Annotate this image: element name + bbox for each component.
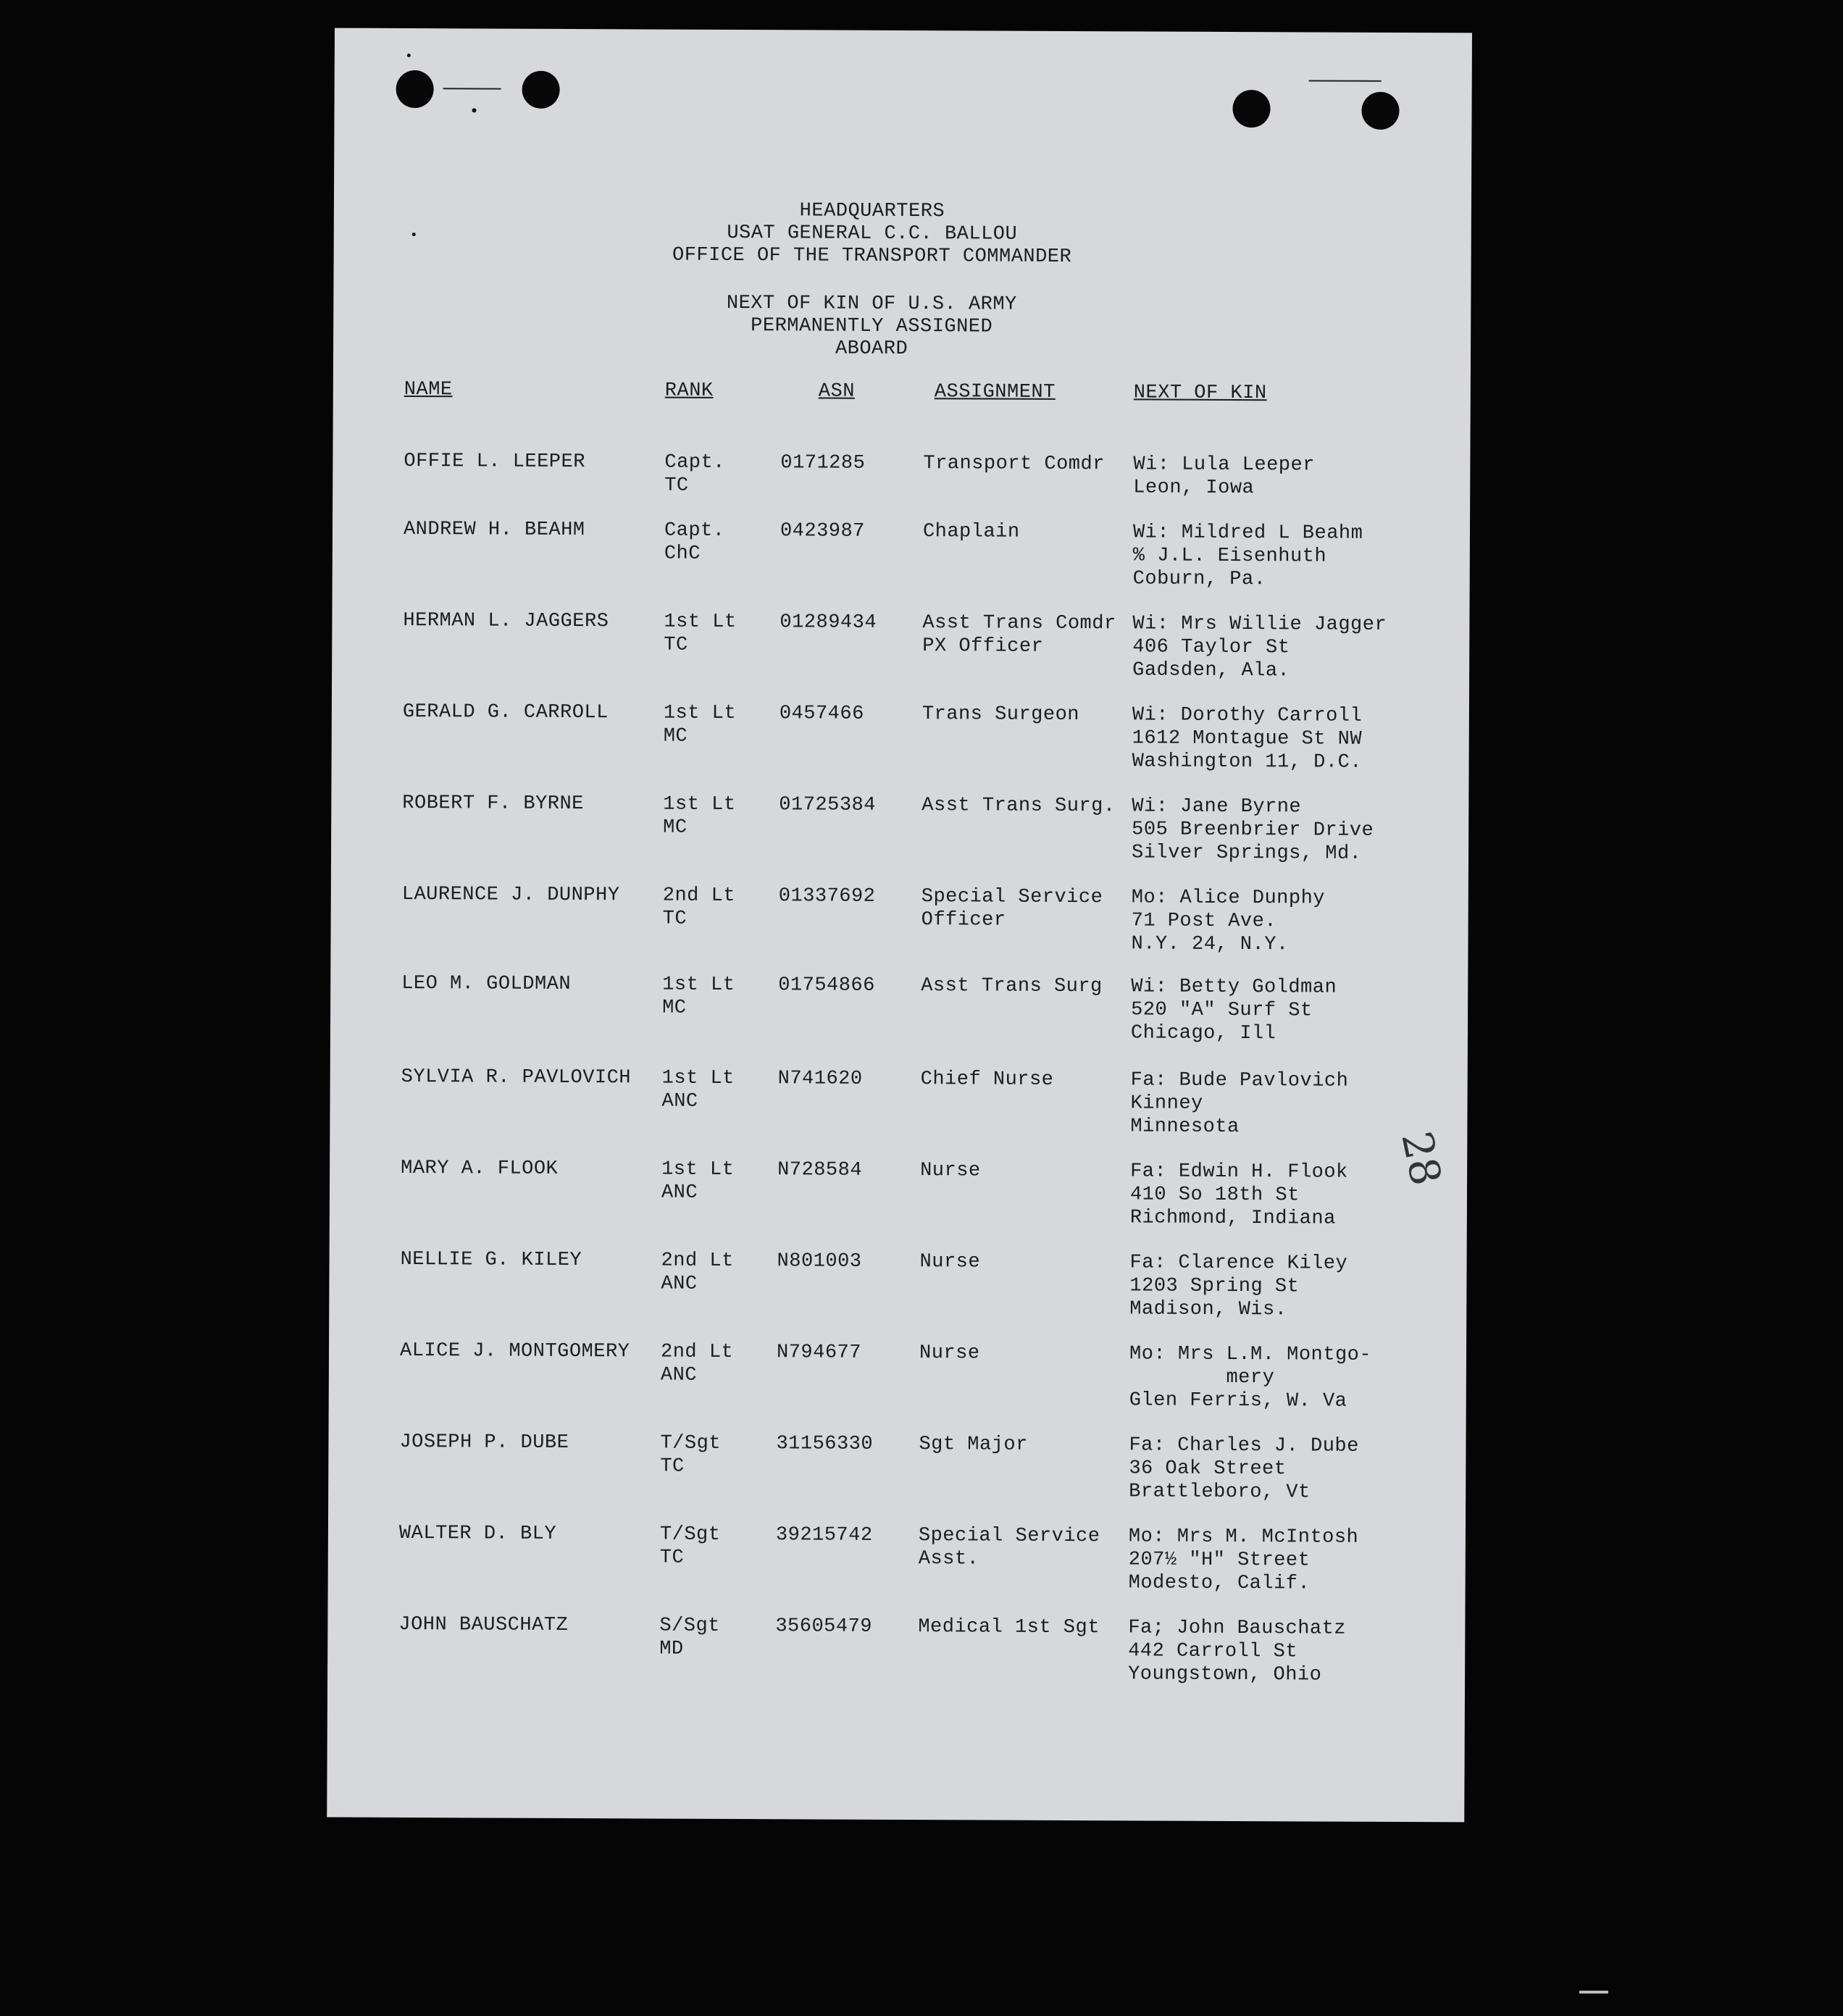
list-item [332,518,1470,616]
person-asn: 01725384 [779,794,877,816]
next-of-kin-line: Silver Springs, Md. [1131,842,1362,865]
ink-speck [407,54,411,57]
person-name: ALICE J. MONTGOMERY [399,1339,630,1363]
next-of-kin [1129,1525,1359,1595]
header-line-3: OFFICE OF THE TRANSPORT COMMANDER [672,244,1072,269]
next-of-kin-line: Brattleboro, Vt [1129,1481,1311,1504]
list-item [330,972,1468,1070]
person-asn: 01337692 [778,885,876,908]
header-line-2: USAT GENERAL C.C. BALLOU [727,222,1018,246]
person-rank: 2nd Lt TC [662,884,736,930]
title-line-2: PERMANENTLY ASSIGNED [751,315,993,338]
next-of-kin-line: Mo: Alice Dunphy [1131,887,1326,910]
title-line-1: NEXT OF KIN OF U.S. ARMY [726,292,1017,316]
person-name: OFFIE L. LEEPER [404,450,586,474]
person-rank: 2nd Lt ANC [661,1250,734,1295]
person-assignment: Sgt Major [919,1434,1028,1456]
person-name: JOHN BAUSCHATZ [398,1613,569,1637]
next-of-kin-line: 207½ "H" Street [1128,1549,1311,1572]
next-of-kin-line: Leon, Iowa [1133,477,1255,500]
list-item [329,1248,1467,1346]
person-rank: T/Sgt TC [659,1523,721,1569]
person-rank: T/Sgt TC [660,1432,722,1478]
person-asn: 01754866 [778,974,875,997]
next-of-kin [1133,453,1315,500]
next-of-kin-line: Fa: Charles J. Dube [1129,1434,1359,1457]
next-of-kin [1129,1342,1371,1413]
person-name: LAURENCE J. DUNPHY [401,883,620,907]
person-assignment: Trans Surgeon [922,703,1080,727]
person-rank: 1st Lt MC [663,793,736,839]
column-header-next-of-kin: NEXT OF KIN [1133,382,1267,405]
next-of-kin [1129,1251,1347,1321]
person-name: WALTER D. BLY [398,1522,557,1545]
person-name: ROBERT F. BYRNE [402,792,584,816]
person-rank: 1st Lt MC [662,974,735,1019]
person-rank: 1st Lt ANC [661,1067,735,1113]
next-of-kin-line: 442 Carroll St [1128,1640,1298,1663]
next-of-kin-line: Youngstown, Ohio [1128,1663,1322,1686]
list-item [330,1066,1468,1163]
next-of-kin-line: 36 Oak Street [1129,1457,1287,1481]
person-assignment: Special Service Officer [921,886,1103,932]
person-assignment: Chief Nurse [920,1068,1054,1091]
next-of-kin-line: Wi: Lula Leeper [1133,453,1315,477]
next-of-kin-line: mery [1129,1366,1275,1389]
person-name: GERALD G. CARROLL [402,700,609,724]
person-asn: 35605479 [775,1615,873,1638]
person-name: SYLVIA R. PAVLOVICH [401,1066,632,1089]
next-of-kin-line: 505 Breenbrier Drive [1132,819,1374,842]
next-of-kin-line: Fa: Bude Pavlovich [1130,1069,1349,1092]
person-name: MARY A. FLOOK [401,1157,559,1180]
next-of-kin-line: Madison, Wis. [1129,1298,1287,1321]
next-of-kin-line: Gadsden, Ala. [1132,659,1290,682]
person-asn: 01289434 [780,611,877,634]
punch-hole [1361,92,1399,130]
person-asn: N794677 [776,1342,862,1364]
next-of-kin-line: Mo: Mrs L.M. Montgo- [1129,1343,1372,1366]
next-of-kin-line: Wi: Mrs Willie Jagger [1132,613,1387,636]
list-item [329,1339,1467,1437]
person-rank: 2nd Lt ANC [660,1341,734,1386]
next-of-kin [1132,795,1374,865]
ink-speck [472,108,476,112]
person-rank: 1st Lt TC [664,611,737,656]
person-asn: N728584 [777,1159,863,1181]
person-name: ANDREW H. BEAHM [403,518,585,542]
next-of-kin-line: Fa: Clarence Kiley [1129,1252,1348,1275]
next-of-kin-line: Minnesota [1130,1116,1240,1139]
next-of-kin-line: 71 Post Ave. [1131,910,1277,933]
handwritten-page-number: 28 [1392,1127,1451,1190]
next-of-kin-line: 520 "A" Surf St [1131,999,1313,1022]
next-of-kin-line: % J.L. Eisenhuth [1132,545,1327,568]
film-edge-mark [1579,1991,1608,1994]
list-item [327,1522,1466,1620]
person-assignment: Chaplain [922,521,1020,543]
list-item [327,1613,1466,1711]
person-rank: Capt. TC [664,451,725,497]
next-of-kin-line: 1612 Montague St NW [1132,727,1363,750]
column-header-assignment: ASSIGNMENT [934,381,1056,403]
list-item [330,1157,1468,1255]
person-asn: N741620 [777,1068,863,1090]
hairline-mark [1309,80,1382,81]
next-of-kin-line: Richmond, Indiana [1129,1207,1336,1230]
column-header-name: NAME [404,378,453,401]
person-assignment: Special Service Asst. [918,1525,1100,1570]
title-line-3: ABOARD [835,338,908,361]
person-assignment: Nurse [920,1160,981,1182]
person-name: JOSEPH P. DUBE [399,1431,569,1455]
next-of-kin-line: Fa; John Bauschatz [1128,1617,1347,1640]
person-assignment: Asst Trans Surg [921,975,1103,998]
next-of-kin [1128,1616,1346,1686]
next-of-kin-line: Washington 11, D.C. [1132,750,1363,774]
person-rank: S/Sgt MD [659,1615,720,1660]
hairline-mark [443,88,501,89]
person-asn: 31156330 [776,1433,874,1455]
person-rank: 1st Lt ANC [661,1158,735,1204]
next-of-kin-line: N.Y. 24, N.Y. [1131,933,1289,956]
list-item [331,700,1469,798]
list-item [330,883,1468,981]
next-of-kin-line: Kinney [1130,1092,1203,1115]
next-of-kin [1131,975,1337,1045]
punch-hole [522,71,560,109]
next-of-kin [1129,1434,1359,1504]
column-header-rank: RANK [664,380,714,402]
next-of-kin [1130,1160,1348,1230]
punch-hole [1232,90,1270,127]
next-of-kin-line: Wi: Jane Byrne [1132,795,1302,819]
person-asn: 0423987 [780,520,865,543]
person-asn: N801003 [777,1250,862,1273]
next-of-kin-line: Wi: Mildred L Beahm [1132,522,1363,545]
next-of-kin-line: 410 So 18th St [1129,1184,1300,1207]
list-item [332,609,1470,707]
next-of-kin [1132,612,1387,683]
person-asn: 0457466 [779,703,864,725]
person-assignment: Nurse [919,1251,981,1273]
person-rank: 1st Lt MC [663,702,737,748]
person-assignment: Transport Comdr [923,453,1106,476]
next-of-kin-line: Glen Ferris, W. Va [1129,1389,1347,1413]
next-of-kin-line: Mo: Mrs M. McIntosh [1128,1526,1359,1549]
document-page [327,28,1472,1823]
next-of-kin [1130,1068,1348,1139]
next-of-kin [1131,886,1325,956]
next-of-kin-line: Fa: Edwin H. Flook [1130,1160,1348,1184]
person-assignment: Asst Trans Comdr PX Officer [922,612,1116,658]
person-asn: 39215742 [775,1524,873,1547]
person-assignment: Asst Trans Surg. [922,795,1116,818]
person-rank: Capt. ChC [664,519,725,565]
person-name: HERMAN L. JAGGERS [403,609,609,633]
list-item [328,1431,1466,1528]
person-name: LEO M. GOLDMAN [401,972,572,996]
column-header-asn: ASN [818,380,855,403]
next-of-kin-line: Wi: Betty Goldman [1131,976,1337,999]
next-of-kin-line: 406 Taylor St [1132,636,1290,659]
person-assignment: Medical 1st Sgt [918,1616,1100,1639]
next-of-kin-line: Chicago, Ill [1130,1022,1276,1045]
next-of-kin [1133,521,1363,591]
next-of-kin-line: 1203 Spring St [1129,1275,1300,1298]
next-of-kin-line: Wi: Dorothy Carroll [1132,704,1363,727]
list-item [331,792,1469,890]
person-name: NELLIE G. KILEY [400,1248,582,1272]
person-asn: 0171285 [780,452,866,474]
person-assignment: Nurse [919,1342,980,1365]
punch-hole [396,70,434,108]
header-line-1: HEADQUARTERS [799,200,945,223]
next-of-kin-line: Coburn, Pa. [1132,568,1266,591]
next-of-kin [1132,703,1363,774]
next-of-kin-line: Modesto, Calif. [1128,1572,1311,1595]
